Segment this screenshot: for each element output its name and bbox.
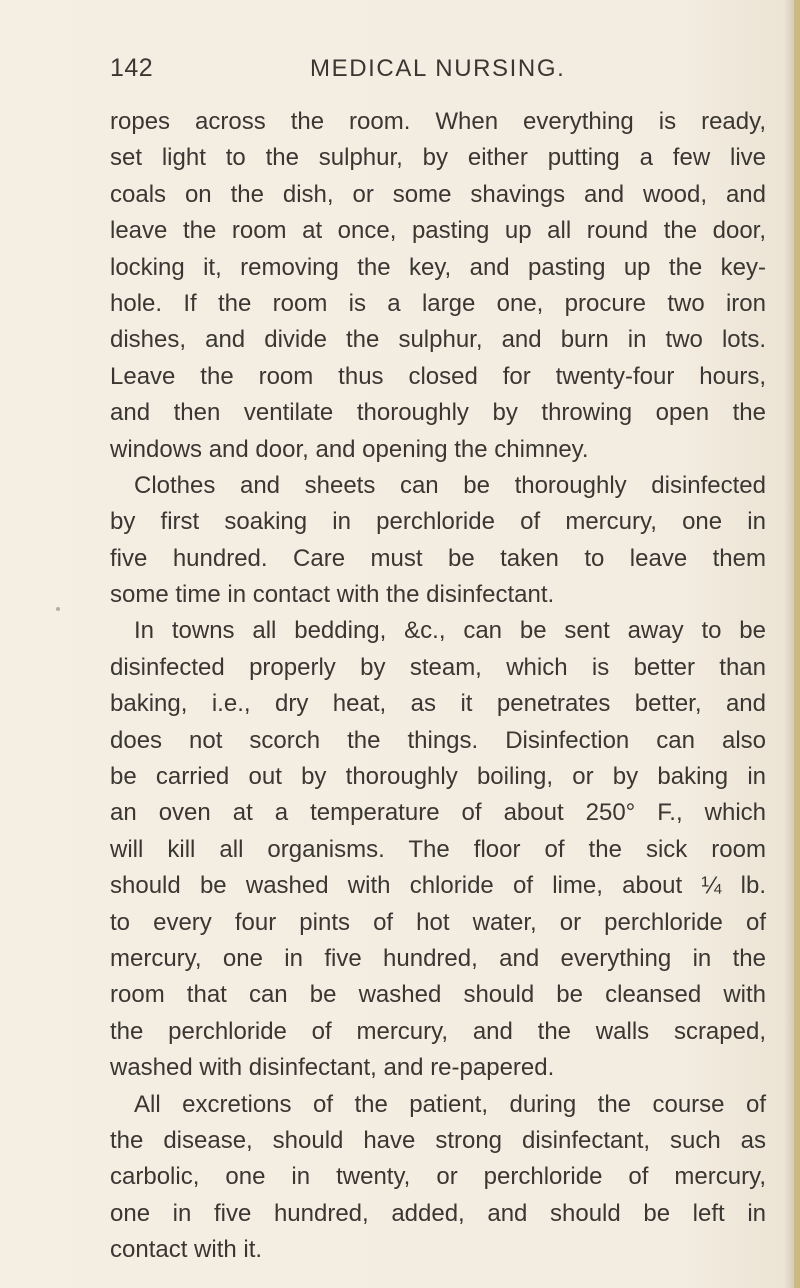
text-line: contact with it. bbox=[110, 1236, 263, 1264]
text-line: some time in contact with the disinfectant. bbox=[110, 581, 555, 609]
page-number: 142 bbox=[110, 54, 154, 82]
text-line: be carried out by thoroughly boiling, or by baking in bbox=[110, 763, 766, 791]
paper-speck bbox=[56, 607, 60, 611]
text-line: mercury, one in five hundred, and everything in the bbox=[110, 944, 766, 972]
text-line: one in five hundred, added, and should be left in bbox=[110, 1199, 766, 1227]
text-line: locking it, removing the key, and pasting up the key- bbox=[110, 253, 766, 281]
text-line: Leave the room thus closed for twenty-four hours, bbox=[110, 362, 766, 390]
running-head: MEDICAL NURSING. bbox=[310, 55, 566, 82]
text-line: set light to the sulphur, by either putting a few live bbox=[110, 144, 766, 172]
page-edge-binding bbox=[794, 0, 800, 1288]
text-line: room that can be washed should be cleansed with bbox=[110, 981, 766, 1009]
text-line: the disease, should have strong disinfectant, such as bbox=[110, 1126, 766, 1154]
text-line: will kill all organisms. The floor of the sick room bbox=[110, 835, 766, 863]
text-line: should be washed with chloride of lime, about ¼ lb. bbox=[110, 872, 766, 900]
paragraph-start-line: Clothes and sheets can be thoroughly disinfected bbox=[134, 471, 766, 499]
text-line: to every four pints of hot water, or perchloride of bbox=[110, 908, 766, 936]
text-line: hole. If the room is a large one, procure two iron bbox=[110, 289, 766, 317]
text-line: and then ventilate thoroughly by throwing open the bbox=[110, 399, 766, 427]
text-line: coals on the dish, or some shavings and wood, and bbox=[110, 180, 766, 208]
text-line: carbolic, one in twenty, or perchloride of mercury, bbox=[110, 1163, 766, 1191]
text-line: washed with disinfectant, and re-papered. bbox=[110, 1054, 555, 1082]
paragraph-start-line: All excretions of the patient, during the course of bbox=[134, 1090, 766, 1118]
text-line: windows and door, and opening the chimney. bbox=[110, 435, 589, 463]
text-line: by first soaking in perchloride of mercury, one in bbox=[110, 508, 766, 536]
page-header bbox=[110, 54, 766, 84]
text-line: dishes, and divide the sulphur, and burn in two lots. bbox=[110, 326, 766, 354]
text-line: five hundred. Care must be taken to leave them bbox=[110, 544, 766, 572]
text-line: the perchloride of mercury, and the walls scraped, bbox=[110, 1017, 766, 1045]
text-line: disinfected properly by steam, which is better than bbox=[110, 653, 766, 681]
paragraph-start-line: In towns all bedding, &c., can be sent away to be bbox=[134, 617, 766, 645]
text-line: an oven at a temperature of about 250° F., which bbox=[110, 799, 766, 827]
text-line: ropes across the room. When everything is ready, bbox=[110, 108, 766, 135]
text-line: baking, i.e., dry heat, as it penetrates better, and bbox=[110, 690, 766, 718]
text-line: leave the room at once, pasting up all round the door, bbox=[110, 217, 766, 245]
text-line: does not scorch the things. Disinfection can also bbox=[110, 726, 766, 754]
body-text bbox=[110, 104, 766, 1269]
